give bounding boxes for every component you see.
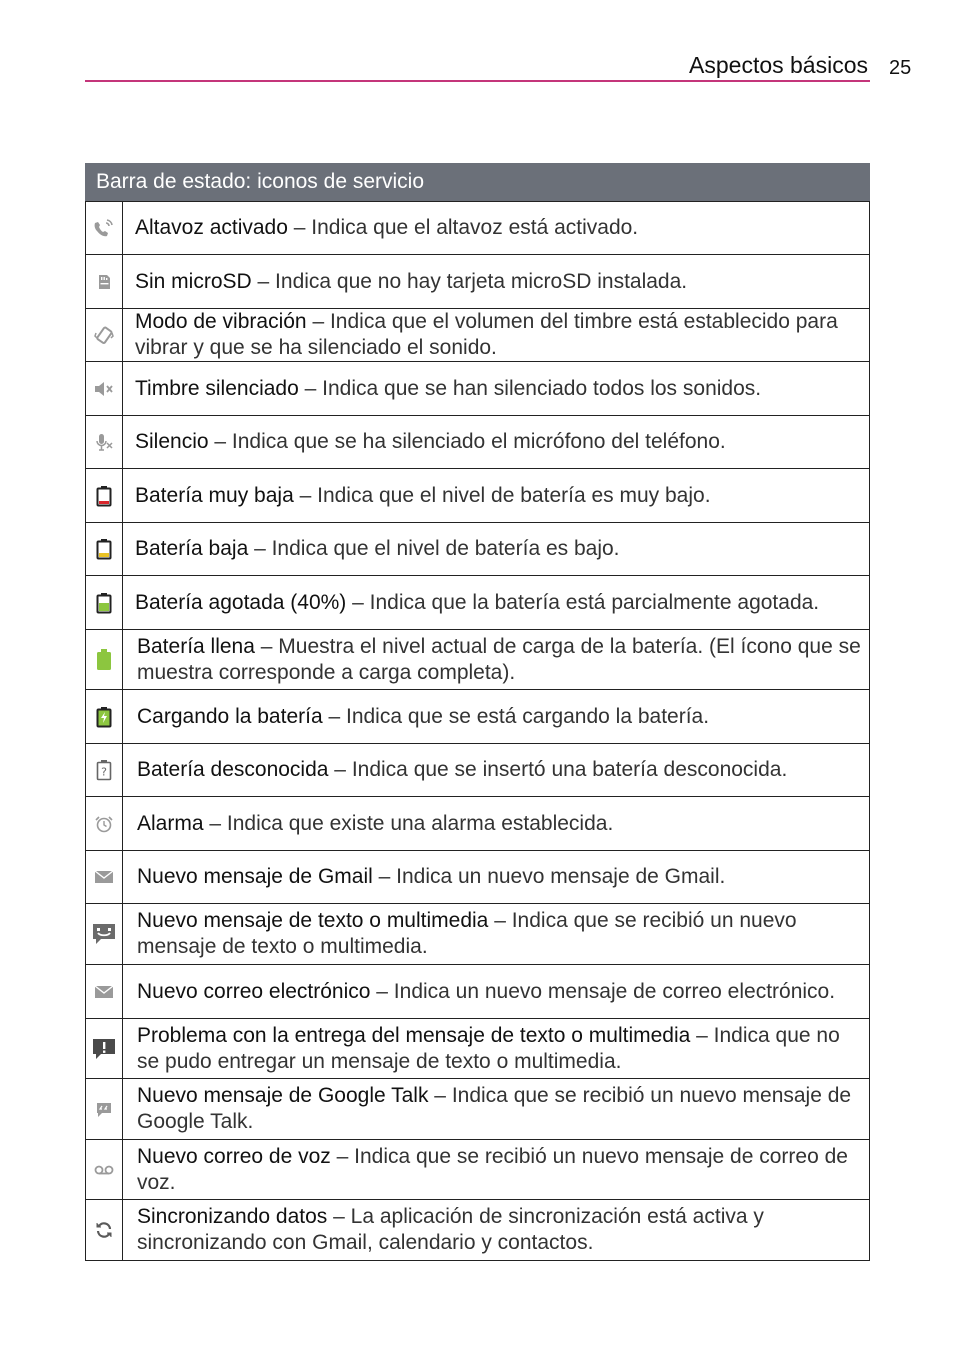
battery-full-icon xyxy=(95,648,113,672)
battery-charging-icon xyxy=(96,706,112,728)
icon-term: Timbre silenciado xyxy=(135,376,299,400)
icon-term: Nuevo mensaje de texto o multimedia xyxy=(137,909,489,932)
icon-description: – Indica que se han silenciado todos los sonidos. xyxy=(298,376,762,400)
description-cell xyxy=(123,965,869,1018)
description-cell xyxy=(123,744,869,796)
icon-description: – Indica que la batería está parcialmente agotada. xyxy=(346,590,820,614)
icon-description: – Indica que se ha silenciado el micrófono del teléfono. xyxy=(208,430,726,453)
table-title: Barra de estado: iconos de servicio xyxy=(85,163,870,201)
icon-description: – Indica que se recibió un nuevo mensaje de texto o multimedia. xyxy=(137,909,797,958)
description-cell xyxy=(123,255,869,308)
icon-term: Batería baja xyxy=(135,537,249,560)
icon-cell xyxy=(86,690,123,743)
table-row xyxy=(86,468,869,522)
sync-icon xyxy=(94,1220,114,1240)
icon-term: Problema con la entrega del mensaje de texto o multimedia xyxy=(137,1023,691,1047)
icon-description: – Indica que el nivel de batería es muy bajo. xyxy=(293,483,711,507)
icon-term: Batería agotada (40%) xyxy=(135,590,347,614)
description-cell xyxy=(123,1079,869,1139)
table-row xyxy=(86,361,869,415)
battery-partial-icon xyxy=(96,592,112,614)
icon-cell xyxy=(86,362,123,415)
ringer-muted-icon xyxy=(92,379,116,399)
icon-cell xyxy=(86,1200,123,1260)
table-row xyxy=(86,1139,869,1199)
page-number: 25 xyxy=(889,57,912,79)
icon-description: – Indica que existe una alarma establecida. xyxy=(203,811,614,835)
description-cell xyxy=(123,362,869,415)
table-row xyxy=(86,308,869,361)
description-cell xyxy=(123,523,869,575)
description-cell xyxy=(123,1019,869,1078)
svg-text:?: ? xyxy=(101,765,107,779)
icon-description: – Indica un nuevo mensaje de correo electrónico. xyxy=(370,979,836,1003)
icon-cell xyxy=(86,309,123,361)
icon-cell xyxy=(86,1079,123,1139)
icon-cell xyxy=(86,576,123,629)
icon-cell xyxy=(86,851,123,903)
sd-card-icon xyxy=(95,272,113,292)
icon-description: – La aplicación de sincronización está activa y sincronizando con Gmail, calendario y contactos. xyxy=(137,1205,764,1254)
icon-cell xyxy=(86,1019,123,1078)
table-row xyxy=(86,743,869,796)
table-row xyxy=(86,415,869,468)
description-cell xyxy=(123,851,869,903)
icon-term: Nuevo mensaje de Gmail xyxy=(137,865,373,888)
icon-description: – Indica que el altavoz está activado. xyxy=(287,216,639,239)
icon-cell xyxy=(86,965,123,1018)
icon-description: – Muestra el nivel actual de carga de la batería. (El ícono que se muestra corresponde a carga completa). xyxy=(137,634,861,684)
icon-term: Batería llena xyxy=(137,634,255,658)
table-row xyxy=(86,850,869,903)
icon-term: Sin microSD xyxy=(135,269,252,293)
icon-term: Nuevo mensaje de Google Talk xyxy=(137,1084,429,1107)
icon-cell xyxy=(86,469,123,522)
icon-cell xyxy=(86,523,123,575)
icon-description: – Indica que se insertó una batería desconocida. xyxy=(328,758,788,781)
table-row xyxy=(86,254,869,308)
icon-cell xyxy=(86,255,123,308)
battery-very-low-icon xyxy=(96,485,112,507)
description-cell xyxy=(123,1200,869,1260)
icon-description: – Indica que no hay tarjeta microSD instalada. xyxy=(251,269,688,293)
icon-cell xyxy=(86,630,123,689)
table-row xyxy=(86,629,869,689)
icon-cell xyxy=(86,904,123,964)
icon-cell xyxy=(86,797,123,850)
icon-description: – Indica que se recibió un nuevo mensaje de correo de voz. xyxy=(137,1144,848,1194)
description-cell xyxy=(123,630,869,689)
description-cell xyxy=(123,797,869,850)
page-header xyxy=(85,50,870,82)
voicemail-icon xyxy=(93,1163,115,1177)
icon-cell xyxy=(86,202,123,254)
table-body xyxy=(85,201,870,1261)
mic-muted-icon xyxy=(93,431,115,453)
icon-term: Cargando la batería xyxy=(137,704,323,728)
description-cell xyxy=(123,309,869,361)
icon-description: – Indica que no se pudo entregar un mensaje de texto o multimedia. xyxy=(137,1023,840,1073)
gmail-icon xyxy=(93,868,115,886)
icon-description: – Indica que se está cargando la batería. xyxy=(322,704,710,728)
table-row xyxy=(86,1078,869,1139)
icon-term: Nuevo correo de voz xyxy=(137,1144,331,1168)
table-row xyxy=(86,796,869,850)
table-row xyxy=(86,964,869,1018)
vibrate-icon xyxy=(93,324,115,346)
icon-cell xyxy=(86,744,123,796)
email-icon xyxy=(93,983,115,1001)
table-row xyxy=(86,522,869,575)
table-row xyxy=(86,1199,869,1260)
description-cell xyxy=(123,576,869,629)
icon-description: – Indica que el nivel de batería es bajo. xyxy=(248,537,620,560)
table-row xyxy=(86,903,869,964)
description-cell xyxy=(123,904,869,964)
description-cell xyxy=(123,1140,869,1199)
description-cell xyxy=(123,202,869,254)
icon-cell xyxy=(86,1140,123,1199)
description-cell xyxy=(123,469,869,522)
google-talk-icon xyxy=(94,1099,114,1119)
icon-description: – Indica que el volumen del timbre está establecido para vibrar y que se ha silenciado el sonido. xyxy=(135,310,838,359)
icon-term: Sincronizando datos xyxy=(137,1205,328,1228)
icon-term: Alarma xyxy=(137,811,204,835)
table-row xyxy=(86,689,869,743)
icon-term: Altavoz activado xyxy=(135,216,288,239)
icon-cell xyxy=(86,416,123,468)
battery-unknown-icon xyxy=(96,759,112,781)
speakerphone-icon xyxy=(93,217,115,239)
table-row xyxy=(86,201,869,254)
icon-term: Batería muy baja xyxy=(135,483,294,507)
table-row xyxy=(86,575,869,629)
icon-description: – Indica un nuevo mensaje de Gmail. xyxy=(372,865,726,888)
sms-icon xyxy=(91,921,117,947)
sms-failed-icon xyxy=(91,1036,117,1062)
icon-term: Nuevo correo electrónico xyxy=(137,979,371,1003)
icon-term: Batería desconocida xyxy=(137,758,329,781)
alarm-icon xyxy=(94,814,114,834)
table-row xyxy=(86,1018,869,1078)
section-title: Aspectos básicos xyxy=(689,52,868,78)
icon-term: Silencio xyxy=(135,430,209,453)
description-cell xyxy=(123,416,869,468)
icon-term: Modo de vibración xyxy=(135,310,307,333)
battery-low-icon xyxy=(96,538,112,560)
description-cell xyxy=(123,690,869,743)
icon-description: – Indica que se recibió un nuevo mensaje de Google Talk. xyxy=(137,1084,852,1133)
service-icons-table xyxy=(85,163,870,1261)
